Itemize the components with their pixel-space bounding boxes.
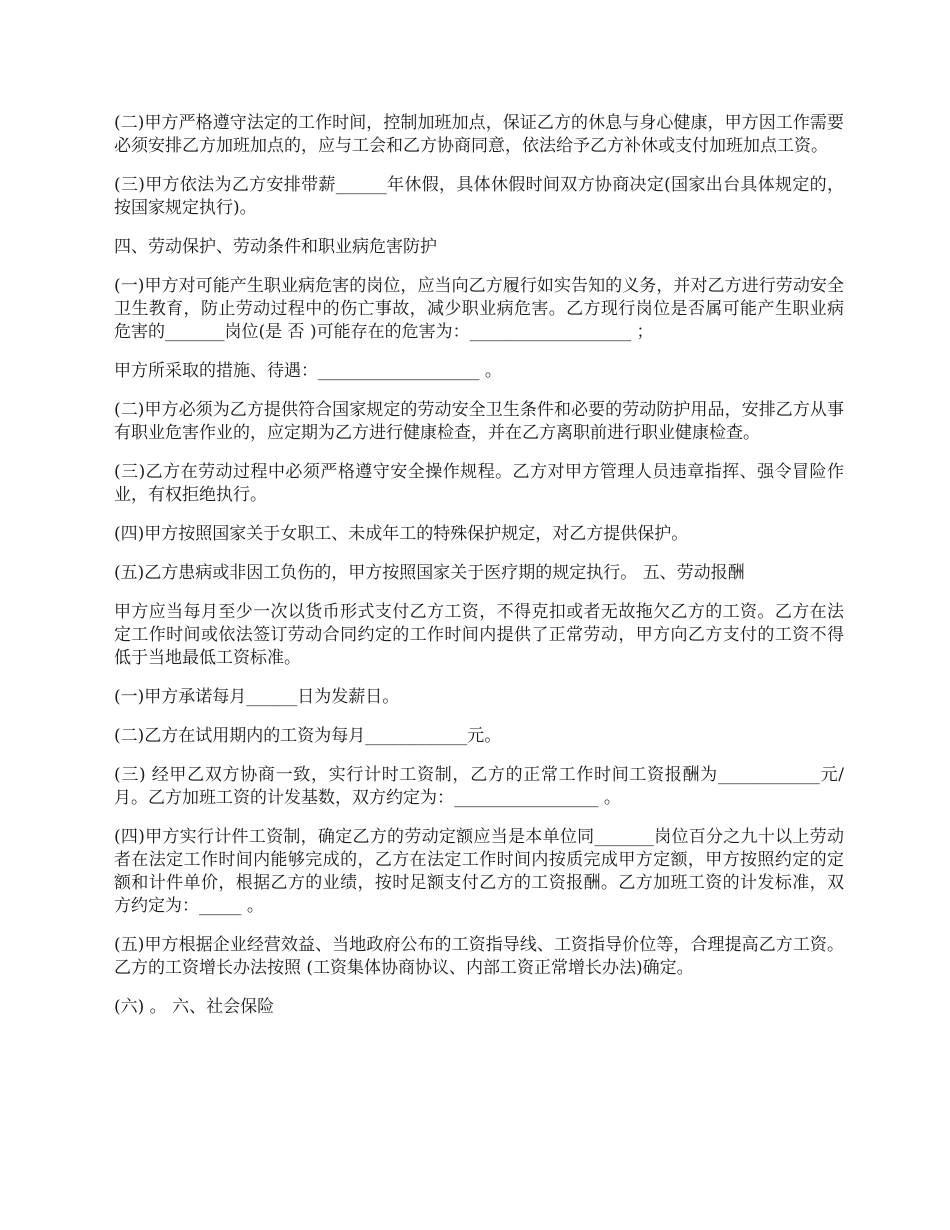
- paragraph-special-protection: (四)甲方按照国家关于女职工、未成年工的特殊保护规定，对乙方提供保护。: [114, 524, 689, 544]
- paragraph-social-insurance: (六) 。 六、社会保险: [114, 997, 275, 1017]
- section-heading-labor-protection: 四、劳动保护、劳动条件和职业病危害防护: [114, 237, 437, 257]
- paragraph-annual-leave: (三)甲方依法为乙方安排带薪______年休假，具体休假时间双方协商决定(国家出台具体规定的，按国家规定执行)。: [114, 175, 844, 218]
- paragraph-safety-rules: (三)乙方在劳动过程中必须严格遵守安全操作规程。乙方对甲方管理人员违章指挥、强令冒险作业，有权拒绝执行。: [114, 462, 844, 505]
- document-page: [114, 112, 844, 1035]
- paragraph-probation-wage: (二)乙方在试用期内的工资为每月____________元。: [114, 726, 502, 746]
- paragraph-medical-period: (五)乙方患病或非因工负伤的，甲方按照国家关于医疗期的规定执行。 五、劳动报酬: [114, 563, 745, 583]
- paragraph-safety-conditions: (二)甲方必须为乙方提供符合国家规定的劳动安全卫生条件和必要的劳动防护用品，安排乙方从事有职业危害作业的，应定期为乙方进行健康检查，并在乙方离职前进行职业健康检查。: [114, 400, 844, 443]
- paragraph-overtime: (二)甲方严格遵守法定的工作时间，控制加班加点，保证乙方的休息与身心健康，甲方因工作需要必须安排乙方加班加点的，应与工会和乙方协商同意，依法给予乙方补休或支付加班加点工资。: [114, 113, 844, 156]
- paragraph-wage-payment: 甲方应当每月至少一次以货币形式支付乙方工资，不得克扣或者无故拖欠乙方的工资。乙方在法定工作时间或依法签订劳动合同约定的工作时间内提供了正常劳动，甲方向乙方支付的工资不得低于当地最低工资标准。: [114, 602, 844, 668]
- paragraph-measures: 甲方所采取的措施、待遇：___________________ 。: [114, 361, 502, 381]
- paragraph-payday: (一)甲方承诺每月______日为发薪日。: [114, 687, 400, 707]
- paragraph-piece-wage: (四)甲方实行计件工资制，确定乙方的劳动定额应当是本单位同_______岗位百分之九十以上劳动者在法定工作时间内能够完成的，乙方在法定工作时间内按质完成甲方定额，甲方按照约定的定额和计件单价，根据乙方的业绩，按时足额支付乙方的工资报酬。乙方加班工资的计发标准，双方约定为：_____ 。: [114, 827, 844, 916]
- paragraph-hourly-wage: (三) 经甲乙双方协商一致，实行计时工资制，乙方的正常工作时间工资报酬为____________元/月。乙方加班工资的计发基数，双方约定为：_________________ 。: [114, 765, 844, 808]
- paragraph-occupational-hazard: (一)甲方对可能产生职业病危害的岗位，应当向乙方履行如实告知的义务，并对乙方进行劳动安全卫生教育，防止劳动过程中的伤亡事故，减少职业病危害。乙方现行岗位是否属可能产生职业病危害的_______岗位(是 否 )可能存在的危害为：___________________ ；: [114, 276, 844, 342]
- paragraph-wage-growth: (五)甲方根据企业经营效益、当地政府公布的工资指导线、工资指导价位等，合理提高乙方工资。乙方的工资增长办法按照 (工资集体协商协议、内部工资正常增长办法)确定。: [114, 935, 844, 978]
